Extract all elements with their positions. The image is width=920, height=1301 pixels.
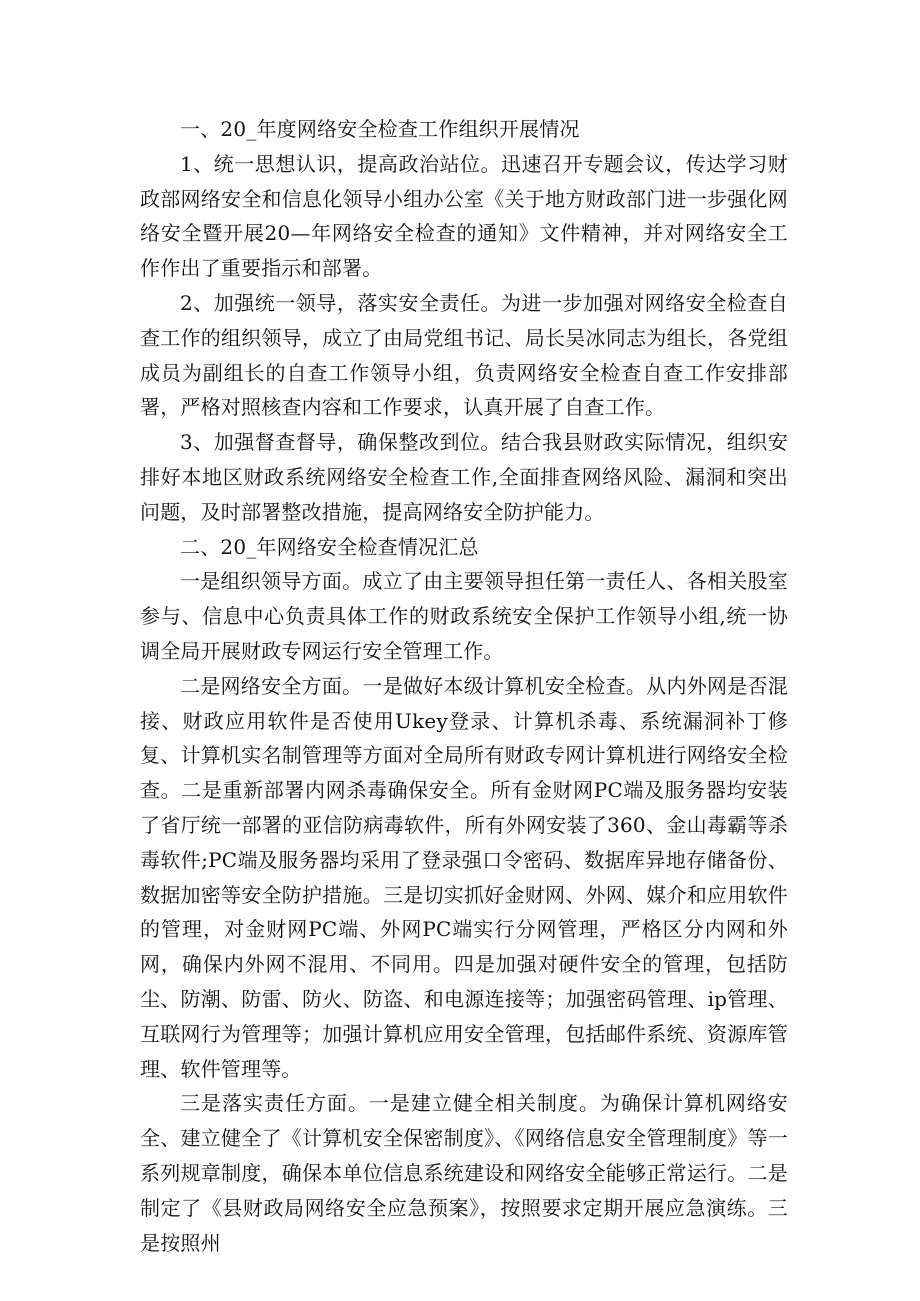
paragraph-network-security: 二是网络安全方面。一是做好本级计算机安全检查。从内外网是否混接、财政应用软件是否使用Ukey登录、计算机杀毒、系统漏洞补丁修复、计算机实名制管理等方面对全局所有财政专网计算机进行网络安全检查。二是重新部署内网杀毒确保安全。所有金财网PC端及服务器均安装了省厅统一部署的亚信防病毒软件，所有外网安装了360、金山毒霸等杀毒软件;PC端及服务器均采用了登录强口令密码、数据库异地存储备份、数据加密等安全防护措施。三是切实抓好金财网、外网、媒介和应用软件的管理，对金财网PC端、外网PC端实行分网管理，严格区分内网和外网，确保内外网不混用、不同用。四是加强对硬件安全的管理，包括防尘、防潮、防雷、防火、防盗、和电源连接等；加强密码管理、ip管理、互联网行为管理等；加强计算机应用安全管理，包括邮件系统、资源库管理、软件管理等。 <box>140 673 788 1081</box>
paragraph-organization-leadership: 一是组织领导方面。成立了由主要领导担任第一责任人、各相关股室参与、信息中心负责具体工作的财政系统安全保护工作领导小组,统一协调全局开展财政专网运行安全管理工作。 <box>140 569 788 663</box>
paragraph-supervision: 3、加强督查督导，确保整改到位。结合我县财政实际情况，组织安排好本地区财政系统网络安全检查工作,全面排查网络风险、漏洞和突出问题，及时部署整改措施，提高网络安全防护能力。 <box>140 430 788 524</box>
section-heading-1: 一、20_年度网络安全检查工作组织开展情况 <box>180 117 580 141</box>
paragraph-unified-leadership: 2、加强统一领导，落实安全责任。为进一步加强对网络安全检查自查工作的组织领导，成立了由局党组书记、局长吴冰同志为组长，各党组成员为副组长的自查工作领导小组，负责网络安全检查自查工作安排部署，严格对照核查内容和工作要求，认真开展了自查工作。 <box>140 290 788 420</box>
paragraph-unified-thinking: 1、统一思想认识，提高政治站位。迅速召开专题会议，传达学习财政部网络安全和信息化领导小组办公室《关于地方财政部门进一步强化网络安全暨开展20—年网络安全检查的通知》文件精神，并对网络安全工作作出了重要指示和部署。 <box>140 151 788 281</box>
section-heading-2: 二、20_年网络安全检查情况汇总 <box>180 534 479 559</box>
paragraph-responsibility: 三是落实责任方面。一是建立健全相关制度。为确保计算机网络安全、建立健全了《计算机安全保密制度》、《网络信息安全管理制度》等一系列规章制度，确保本单位信息系统建设和网络安全能够正常运行。二是制定了《县财政局网络安全应急预案》，按照要求定期开展应急演练。三是按照州 <box>140 1091 788 1255</box>
document-body <box>140 112 788 1260</box>
